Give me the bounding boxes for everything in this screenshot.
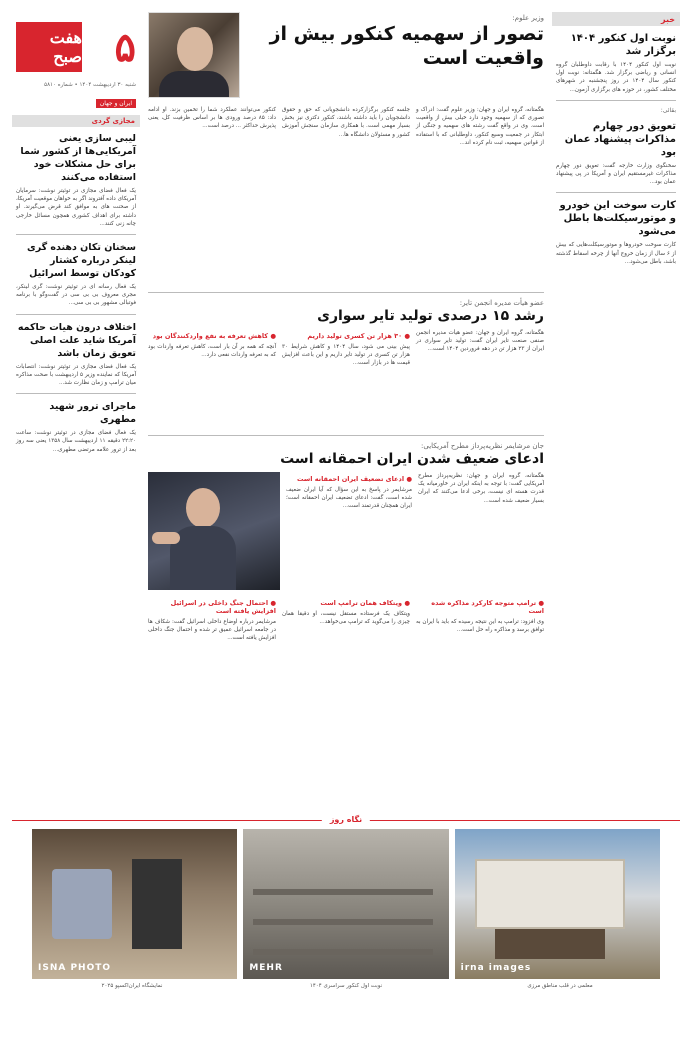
article-1-header [148,12,544,102]
section-label: ایران و جهان [96,99,136,108]
right-item [552,199,680,266]
center-column [148,12,544,807]
article-3-col: مرشایمر در پاسخ به این سؤال که آیا ایران ضعیف شده است، گفت: ادعای تضعیف ایران احمقانه است؛ ایران همچنان قدرتمند است... [286,487,412,510]
right-item-title: تعویق دور چهارم مذاکرات پیشنهاد عمان بود [564,120,676,158]
article-2-headline: رشد ۱۵ درصدی تولید تایر سواری [317,308,544,324]
gallery-title: نگاه روز [322,815,370,824]
article-1-headline: تصور از سهمیه کنکور بیش از واقعیت است [269,23,544,69]
right-item-title: نوبت اول کنکور ۱۴۰۴ برگزار شد [570,33,676,57]
news-tag [552,12,680,26]
photo-gallery [12,815,680,1027]
article-1-col: هگمتانه، گروه ایران و جهان: وزیر علوم گفت: ادراک و تصوری که از سهمیه وجود دارد خیلی بیش از واقعیت است. وی در واقع گفت رشته های سهمیه و جنگی از ابتکار در جمعیت وسیع کنکور، داوطلبانی که با استفاده از قوانین سهمیه، ثبت نام کرده اند... [416,107,544,146]
article-3-subhead: ● ادعای تضعیف ایران احمقانه است [296,475,412,483]
article-3-headline: ادعای ضعیف شدن ایران احمقانه است [280,451,544,467]
left-item [12,321,140,388]
right-item [552,107,680,187]
left-item-title: ماجرای ترور شهید مطهری [49,401,136,426]
left-item-text: یک فعال فضای مجازی در توئیتر نوشت: انتصابات آمریکا که نماینده وزیر ۵ اردیبهشت با صحت مذاکره میان ترامپ و زمان نظارت شد... [16,363,137,387]
article-2-body [148,329,544,429]
article-2-col: آنچه که همه بر آن بار است، کاهش تعرفه واردات بود که به تعرفه واردات نفعی دارد... [148,344,276,359]
right-item-text: نوبت اول کنکور ۱۴۰۴ با رقابت داوطلبان گروه انسانی و ریاضی برگزار شد. هگمتانه: نوبت اول کنکور سال ۱۴۰۴ در روز پنجشنبه در شهرهای مختلف کشور، در حوزه های برگزاری آزمون... [556,62,677,93]
article-2-col: پیش بینی می شود، سال ۱۴۰۴ و کاهش شرایط ۳۰ هزار تن کسری در تولید تایر داریم و این باعث افزایش قیمت ها در بازار است... [282,344,410,367]
right-column [552,12,680,807]
dateline: شنبه ۳۰ اردیبهشت ۱۴۰۴ • شماره ۵۸۱۰ [44,82,136,88]
gallery-caption: نمایشگاه ایران‌اکسپو ۲۰۲۵ [101,983,163,989]
article-3-col: ویتکاف یک فرستاده مستقل نیست، او دقیقا همان چیزی را می‌گوید که ترامپ می‌خواهد... [282,611,410,626]
left-item [12,241,140,308]
right-item-title: کارت سوخت این خودرو و موتورسیکلت‌ها باطل می‌شود [559,200,676,238]
right-item [552,32,680,94]
article-2-subhead: ● ۳۰ هزار تن کسری تولید داریم [307,332,410,340]
left-item-title: لیبی سازی یعنی آمریکایی‌ها از کشور شما برای حل مشکلات خود استفاده می‌کنند [20,133,136,183]
left-bar [12,115,140,127]
article-3-top [148,472,544,592]
left-item-text: یک فعال فضای مجازی در توئیتر نوشت: سرمایان آمریکای داده آفتروند اگر به خواهان موقعیت آمریکا، از صحنت های به موافق کند قرض می‌گیرند. او داشته برای اهداف کشوری همچون مسائل خارجی چانه زنی کنند... [16,188,136,227]
gallery-watermark: irna images [460,963,532,973]
left-item-text: یک فعال رسانه ای در توئیتر نوشت: گری لینکر، مجری معروف بی بی سی در گفت‌وگو با برنامه فوتبالی مشهور بی بی سی... [16,284,136,307]
article-3-col: مرشایمر درباره اوضاع داخلی اسرائیل گفت: شکاف ها در جامعه اسرائیل عمیق تر شده و احتمال جنگ داخلی افزایش یافته است... [148,619,276,642]
article-3-col: وی افزود: ترامپ به این نتیجه رسیده که باید با ایران به توافق برسد و مذاکره راه حل است... [416,619,544,634]
logo: هفت صبح [16,22,82,72]
left-item [12,132,140,228]
article-1-col: کنکور می‌توانند عملکرد شما را تخمین بزند. او ادامه داد: ۸۵ درصد ورودی ها بر اساس ظرفیت کل، یعنی پذیرش حداکثر ... درصد است... [148,107,277,130]
left-item-title: سخنان تکان دهنده گری لینکر درباره کشتار کودکان توسط اسرائیل [26,242,136,280]
article-2-subhead: ● کاهش تعرفه به نفع واردکنندگان بود [152,332,276,340]
article-2-col: هگمتانه، گروه ایران و جهان: عضو هیأت مدیره انجمن صنفی صنعت تایر ایران گفت: تولید تایر سواری در ایران از ۲۳ هزار تن در دهه فروردین ۱۴۰۴ است... [416,330,544,353]
gallery-caption: نوبت اول کنکور سراسری ۱۴۰۴ [309,983,383,989]
article-3-bottom [148,596,544,684]
article-3-kicker: جان مرشایمر نظریه‌پرداز مطرح آمریکایی: [421,442,544,450]
page-number: ۵ [114,23,136,71]
news-tag-label: خبر [660,14,675,24]
newspaper-page [12,12,680,1027]
mearsheimer-photo [148,472,280,590]
left-item-title: اختلاف درون هیات حاکمه آمریکا شاید علت اصلی تعویق زمان باشد [17,321,136,359]
gallery-image-expo [32,829,237,979]
gallery-image-exam [243,829,448,979]
left-bar-label: مجازی گردی [91,117,135,125]
right-item-text: سخنگوی وزارت خارجه گفت: تعویق دور چهارم مذاکرات غیرمستقیم ایران و آمریکا در پی پیشنهاد عمان بود... [556,162,676,186]
gallery-watermark: MEHR [249,963,283,973]
article-1-body [148,106,544,286]
right-item-text: کارت سوخت خودروها و موتورسیکلت‌هایی که بیش از ۶ سال از زمان خروج آنها از چرخه اسقاط گذشته باشد، باطل می‌شود... [556,242,676,265]
article-3-col: هگمتانه، گروه ایران و جهان: نظریه‌پرداز مطرح آمریکایی گفت: با توجه به اینکه ایران در خاورمیانه یک قدرت هسته ای نیست، برخی ادعا می‌کنند که ایران بسیار ضعیف شده است... [418,473,544,504]
gallery-watermark: ISNA PHOTO [38,963,112,973]
right-item-kicker: بقائی: [660,106,676,114]
gallery-caption: معلمی در قلب مناطق مرزی [527,983,593,989]
article-2-kicker: عضو هیأت مدیره انجمن تایر: [459,299,544,307]
article-1-col: جلسه کنکور برگزارکرده دانشجویانی که حق و حقوق دانشجویان را باید داشته باشند، کنکور دکتری نیز بخش بسیار مهمی است. با همکاری سازمان سنجش آموزش کشور و مسئولان دانشگاه ها... [282,107,410,138]
masthead [12,12,140,82]
left-column [12,12,140,807]
left-item [12,400,140,454]
left-item-text: یک فعال فضای مجازی در توئیتر نوشت: ساعت ۲۲:۲۰ دقیقه ۱۱ اردیبهشت سال ۱۳۵۸ یعنی سه روز بعد از ترور علامه مرتضی مطهری... [16,430,136,453]
minister-photo [148,12,240,98]
article-1-kicker: وزیر علوم: [512,14,544,22]
gallery-image-school [455,829,660,979]
article-3-subhead: ● ویتکاف همان ترامپ است [320,599,410,607]
article-3-subhead: ● احتمال جنگ داخلی در اسرائیل افزایش یافته است [170,599,276,615]
gallery-images [12,829,680,979]
article-3-subhead: ● ترامپ متوجه کارکرد مذاکره شده است [431,599,544,615]
